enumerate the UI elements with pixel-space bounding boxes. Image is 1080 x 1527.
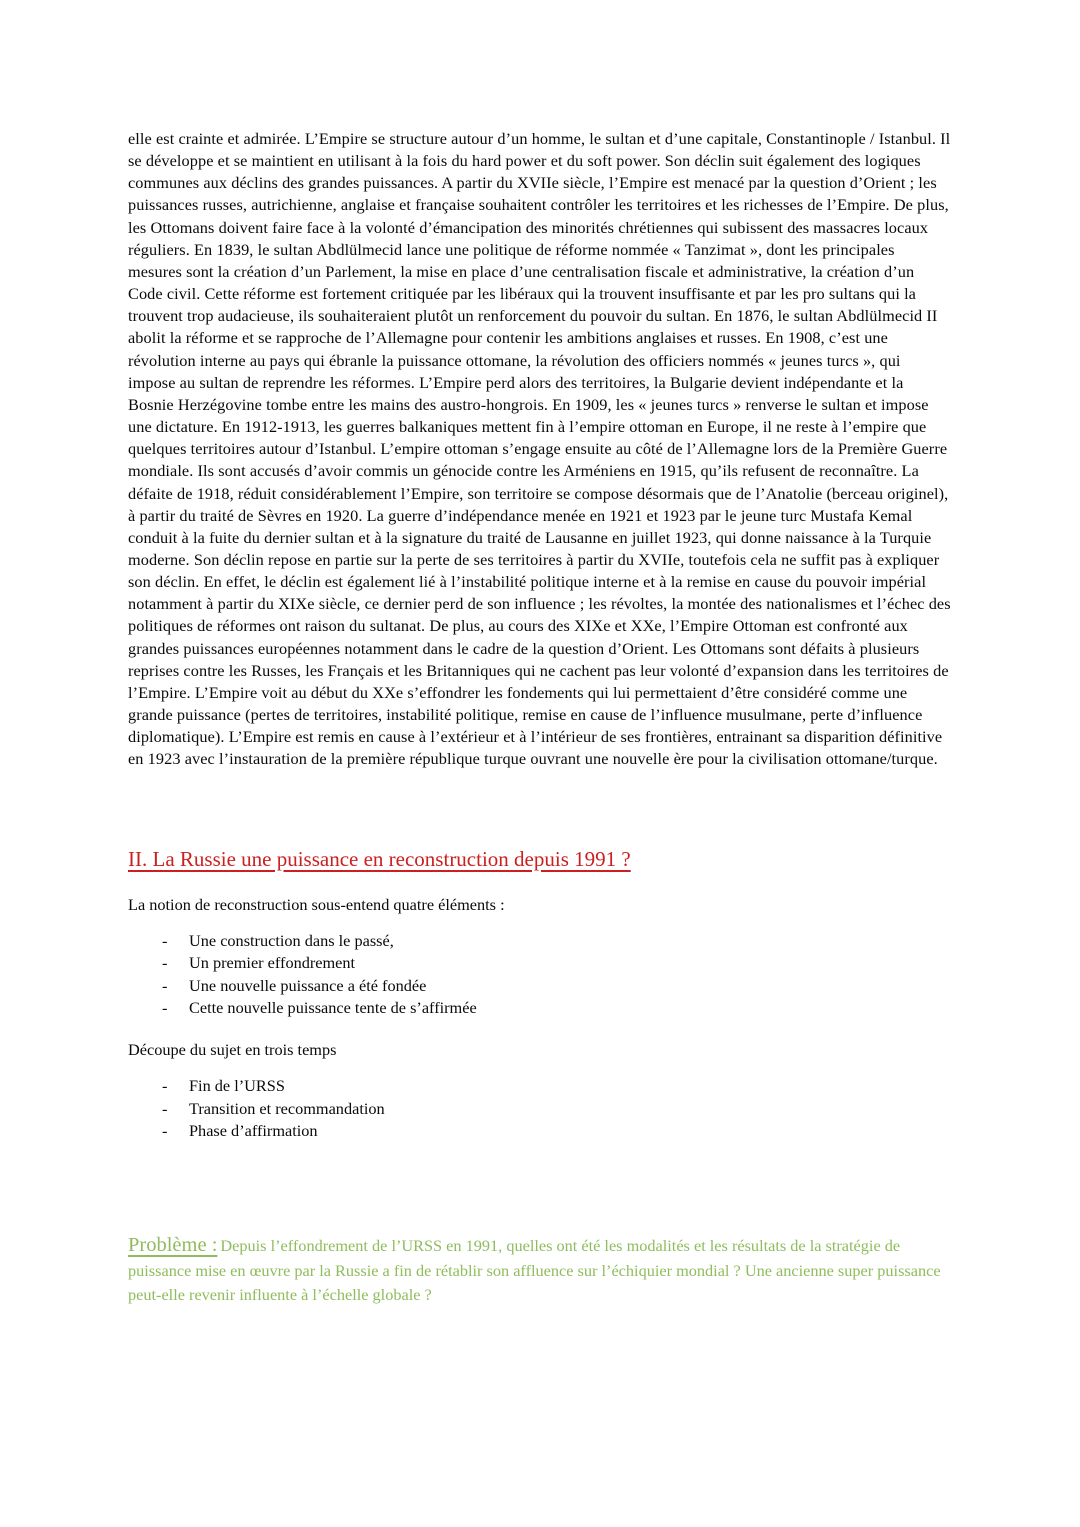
list-item-label: Un premier effondrement — [189, 953, 356, 973]
list-item — [128, 952, 952, 975]
list-item-label: Une nouvelle puissance a été fondée — [189, 975, 427, 995]
dash-marker-icon: - — [162, 1098, 168, 1118]
list-item — [128, 975, 952, 998]
list-item — [128, 1120, 952, 1143]
list-item — [128, 1098, 952, 1121]
list-item — [128, 930, 952, 953]
spacer-before-problem — [128, 1143, 952, 1217]
list-item-label: Phase d’affirmation — [189, 1121, 318, 1141]
list-item — [128, 997, 952, 1020]
list-item-label: Fin de l’URSS — [189, 1076, 285, 1096]
list-item-label: Cette nouvelle puissance tente de s’affirmée — [189, 998, 477, 1018]
dash-list-reconstruction-elements — [128, 930, 952, 1020]
list-item-label: Une construction dans le passé, — [189, 930, 394, 950]
problem-statement — [128, 1233, 952, 1307]
problem-body-text: Depuis l’effondrement de l’URSS en 1991, quelles ont été les modalités et les résultats de la stratégie de puissance mise en œuvre par la Russie a fin de rétablir son affluence sur l’échiquier mondial ? Une ancienne super puissance peut-elle revenir influente à l’échelle globale ? — [128, 1236, 941, 1305]
spacer-after-heading — [128, 872, 952, 894]
section-heading-russie: II. La Russie une puissance en reconstruction depuis 1991 ? — [128, 846, 631, 871]
list-item — [128, 1075, 952, 1098]
dash-marker-icon: - — [162, 930, 168, 950]
dash-marker-icon: - — [162, 975, 168, 995]
lead-in-reconstruction: La notion de reconstruction sous-entend quatre éléments : — [128, 894, 505, 914]
problem-label: Problème : — [128, 1234, 218, 1257]
dash-marker-icon: - — [162, 998, 168, 1018]
list-item-label: Transition et recommandation — [189, 1098, 385, 1118]
dash-marker-icon: - — [162, 953, 168, 973]
lead-in-decoupe-sujet: Découpe du sujet en trois temps — [128, 1040, 337, 1060]
spacer-between-lists — [128, 1020, 952, 1039]
dash-marker-icon: - — [162, 1121, 168, 1141]
body-paragraph-ottoman-empire: elle est crainte et admirée. L’Empire se structure autour d’un homme, le sultan et d’une capitale, Constantinople / Istanbul. Il se développe et se maintient en utilisant à la fois du hard power et du soft power. Son déclin suit également des logiques communes aux déclins des grandes puissances. A partir du XVIIe siècle, l’Empire est menacé par la question d’Orient ; les puissances russes, autrichienne, anglaise et française souhaitent contrôler les territoires et les richesses de l’Empire. De plus, les Ottomans doivent faire face à la volonté d’émancipation des minorités chrétiennes qui subissent des massacres locaux réguliers. En 1839, le sultan Abdlülmecid lance une politique de réforme nommée « Tanzimat », dont les principales mesures sont la création d’un Parlement, la mise en place d’une centralisation fiscale et administrative, la création d’un Code civil. Cette réforme est fortement critiquée par les libéraux qui la trouvent insuffisante et par les pro sultans qui la trouvent trop audacieuse, ils souhaiteraient plutôt un renforcement du pouvoir du sultan. En 1876, le sultan Abdlülmecid II abolit la réforme et se rapproche de l’Allemagne pour contenir les ambitions anglaises et russes. En 1908, c’est une révolution interne au pays qui ébranle la puissance ottomane, la révolution des officiers nommés « jeunes turcs », qui impose au sultan de reprendre les réformes. L’Empire perd alors des territoires, la Bulgarie devient indépendante et la Bosnie Herzégovine tombe entre les mains des austro-hongrois. En 1909, les « jeunes turcs » renverse le sultan et impose une dictature. En 1912-1913, les guerres balkaniques mettent fin à l’empire ottoman en Europe, il ne reste à l’empire que quelques territoires autour d’Istanbul. L’empire ottoman s’engage ensuite au côté de l’Allemagne lors de la Première Guerre mondiale. Ils sont accusés d’avoir commis un génocide contre les Arméniens en 1915, qu’ils refusent de reconnaître. La défaite de 1918, réduit considérablement l’Empire, son territoire se compose désormais que de l’Anatolie (berceau originel), à partir du traité de Sèvres en 1920. La guerre d’indépendance menée en 1921 et 1923 par le jeune turc Mustafa Kemal conduit à la fuite du dernier sultan et à la signature du traité de Lausanne en juillet 1923, qui donne naissance à la Turquie moderne. Son déclin repose en partie sur la perte de ses territoires à partir du XVIIe, toutefois cela ne suffit pas à expliquer son déclin. En effet, le déclin est également lié à l’instabilité politique interne et à la remise en cause du pouvoir impérial notamment à partir du XIXe siècle, ce dernier perd de son influence ; les révoltes, la montée des nationalismes et l’échec des politiques de réformes ont raison du sultanat. De plus, au cours des XIXe et XXe, l’Empire Ottoman est confronté aux grandes puissances européennes notamment dans le cadre de la question d’Orient. Les Ottomans sont défaits à plusieurs reprises contre les Russes, les Français et les Britanniques qui ne cachent pas leur volonté d’expansion dans les territoires de l’Empire. L’Empire voit au début du XXe s’effondrer les fondements qui lui permettaient d’être considéré comme une grande puissance (pertes de territoires, instabilité politique, remise en cause de l’influence musulmane, perte d’influence diplomatique). L’Empire est remis en cause à l’extérieur et à l’intérieur de ses frontières, entrainant sa disparition définitive en 1923 avec l’instauration de la première république turque ouvrant une nouvelle ère pour la civilisation ottomane/turque. — [128, 129, 951, 769]
dash-marker-icon: - — [162, 1076, 168, 1096]
spacer-before-heading — [128, 771, 952, 846]
dash-list-trois-temps — [128, 1075, 952, 1143]
